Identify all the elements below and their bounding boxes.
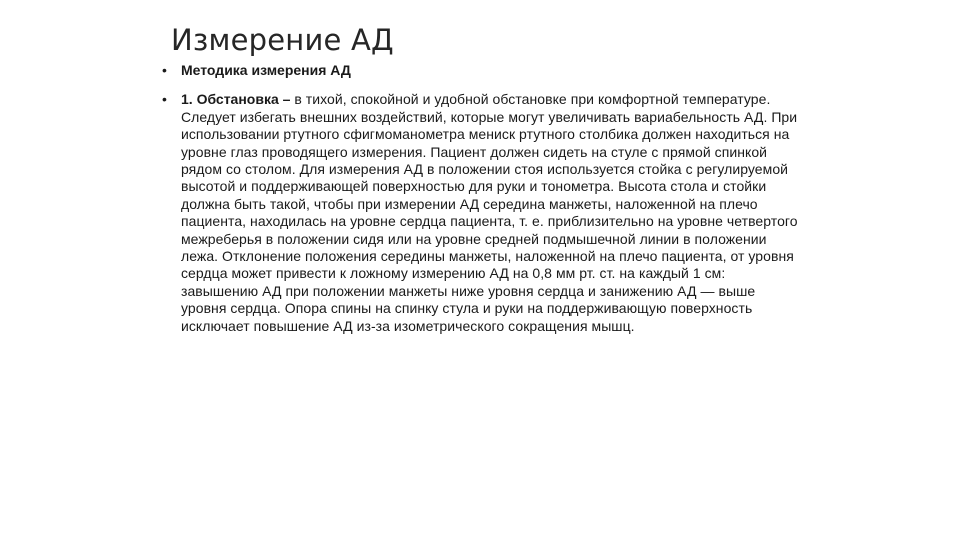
bullet-item-method — [162, 62, 802, 79]
bullet-list — [162, 62, 802, 335]
bullet-glyph: • — [162, 62, 167, 78]
slide-title: Измерение АД — [171, 23, 394, 57]
bullet-item-environment — [162, 91, 802, 335]
bullet-heading: Методика измерения АД — [181, 62, 351, 78]
bullet-body-text: в тихой, спокойной и удобной обстановке при комфортной температуре. Следует избегать внешних воздействий, которые могут увеличивать вариабельность АД. При использовании ртутного сфигмоманометра мениск ртутного столбика должен находиться на уровне глаз проводящего измерения. Пациент должен сидеть на стуле с прямой спинкой рядом со столом. Для измерения АД в положении стоя используется стойка с регулируемой высотой и поддерживающей поверхностью для руки и тонометра. Высота стола и стойки должна быть такой, чтобы при измерении АД середина манжеты, наложенной на плечо пациента, находилась на уровне сердца пациента, т. е. приблизительно на уровне четвертого межреберья в положении сидя или на уровне средней подмышечной линии в положении лежа. Отклонение положения середины манжеты, наложенной на плечо пациента, от уровня сердца может привести к ложному измерению АД на 0,8 мм рт. ст. на каждый 1 см: завышению АД при положении манжеты ниже уровня сердца и занижению АД — выше уровня сердца. Опора спины на спинку стула и руки на поддерживающую поверхность исключает повышение АД из-за изометрического сокращения мышц. — [181, 91, 798, 334]
bullet-glyph: • — [162, 91, 167, 108]
bullet-heading: 1. Обстановка – — [181, 91, 291, 108]
